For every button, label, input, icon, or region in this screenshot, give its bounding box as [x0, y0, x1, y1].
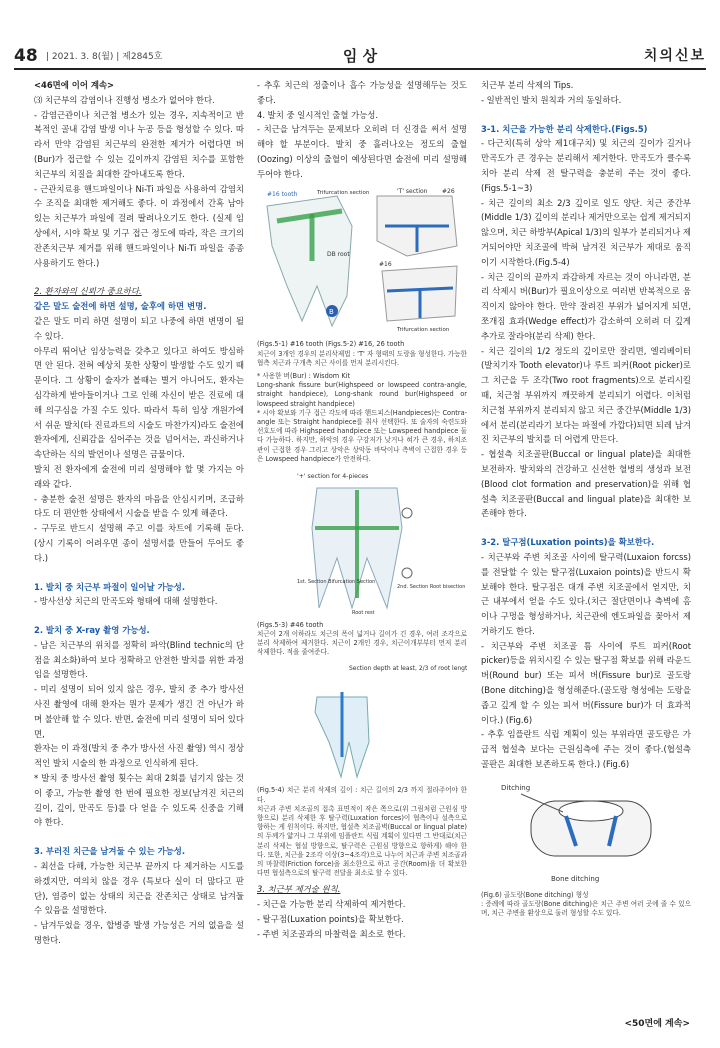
section-depth-illustration — [257, 662, 467, 782]
figure-caption: (Fig.5-4) 치근 분리 삭제의 깊이 : 치근 길이의 2/3 까지 절라주어야 한다. — [257, 786, 467, 804]
note: * 시야 확보와 기구 접근 각도에 따라 핸드피스(Handpieces)는 Contra-angle 또는 Straight handpiece를 취사 선택한다. 또 술자의 숙련도와 선호도에 따라 Highspeed handpiece 또는 Lowspeed handpiece 둘 다 가능하다. 하지만, 하악의 경우 구강저가 낮거나 혀가 큰 경우, 하치조관이 근접한 경우 그리고 상악은 상악동 바닥이나 측벽이 근접한 경우 등은 Lowspeed handpiece가 안전하다. — [257, 408, 467, 463]
fig-label: Section depth at least, 2/3 of root length — [349, 664, 467, 672]
tooth-section-illustration — [257, 186, 467, 336]
continued-from: <46면에 이어 계속> — [34, 80, 115, 90]
page-number: 48 — [14, 46, 38, 66]
subheading: 1. 발치 중 치근부 파절이 일어날 가능성. — [34, 581, 186, 592]
note: * 사용한 버(Bur) : Wisdom Kit — [257, 371, 351, 380]
figure-caption: (Figs.5-1) #16 tooth (Figs.5-2) #16, 26 tooth — [257, 340, 405, 349]
newspaper-brand: 치의신보 — [643, 48, 706, 64]
fig-label: Bone ditching — [551, 874, 600, 883]
paragraph: 같은 말도 미리 하면 설명이 되고 나중에 하면 변명이 될 수 있다. — [34, 315, 244, 341]
figure-5-3 — [257, 468, 467, 658]
paragraph: - 최선을 다해, 가능한 치근부 끝까지 다 제거하는 시도를 하겠지만, 여의치 않을 경우 (특보다 실이 더 많다고 판단), 염증이 없는 상태의 치근을 잔존치근 상태로 남겨둘 수 있음을 설명한다. — [34, 861, 244, 916]
fig-label: Root rest — [352, 610, 375, 617]
figure-note: 치근이 3개인 경우의 분리삭제법 : 'T' 자 형태의 도랑을 형성한다. 가능한 협측 치근과 구개측 치근 사이를 먼저 분리시킨다. — [257, 349, 467, 367]
figure-caption: (Figs.5-3) #46 tooth — [257, 620, 324, 629]
subheading: 4. 발치 중 일시적인 출혈 가능성. — [257, 109, 379, 120]
four-piece-section-illustration — [257, 468, 467, 616]
continued-to: <50면에 계속> — [624, 1019, 690, 1029]
paragraph: - 치근부와 주변 치조골 사이에 탈구력(Luxaion forcss)를 전달할 수 있는 탈구점(Luxaion points)을 반드시 확보해야 한다. 탈구점은 대개 주변 치조골에서 얻지만, 치근 내부에서 얻을 수도 있다.(치근 절단면이나 측벽에 홈이나 구멍을 형성하거나, 치근관에 엔도파일을 꽂아서 제거하기도 한다. — [481, 551, 691, 636]
fig-label: '+' section for 4-pieces — [297, 473, 369, 481]
subheading: 2. 발치 중 X-ray 촬영 가능성. — [34, 625, 150, 636]
subheading: 2. 환자와의 신뢰가 중요하다. — [34, 286, 142, 297]
section-title: 임 상 — [342, 47, 378, 65]
fig-label: B — [329, 307, 334, 316]
paragraph: - 치근 길이의 1/2 정도의 깊이로만 잘리면, 엘리베이터(발치기자 Tooth elevator)나 루트 피커(Root picker)로 그 치근을 두 조각(Two root fragments)으로 분리시킬 때, 치근첨 부위까지 깨끗하게 분리되기 어렵다. 이처럼 치근첨 부위까지 분리되지 않고 치근 중간부(Middle 1/3)에서 분리(분리라기 보다는 파절에 가깝다)되면 되레 남겨진 치근부의 발치를 더 어렵게 만든다. — [481, 345, 691, 445]
paragraph: * 발치 중 방사선 촬영 횟수는 최대 2회를 넘기지 않는 것이 좋고, 가능한 촬영 한 번에 필요한 정보(남겨진 치근의 길이, 깊이, 만곡도 등)를 다 얻을 수 있도록 신중을 기해야 한다. — [34, 773, 244, 828]
figure-5-4 — [257, 662, 467, 879]
figure-note: 치근과 주변 치조골의 접촉 표면적이 작은 쪽으로(위 그림처럼 근원심 방향으로) 분리 삭제한 후 탈구력(Luxation forces)이 협측이나 설측으로 향하는 게 원칙이다. 하지만, 협설측 치조골벽(Buccal or lingual plate)의 두께가 얇거나 그 부위에 임플란트 식립 계획이 있다면 그 반대로(치근 분리 삭제는 협설 방향으로, 탈구력은 근원심 방향으로 향하게) 해야 한다. 또한, 치근을 2조각 이상(3~4조각)으로 나누어 치근과 주변 치조골과의 마찰력(Friction force)을 최소한으로 하고 공간(Room)을 더 확보한다면 협설측으로의 탈구력 전달을 최소로 할 수 있다. — [257, 804, 467, 878]
masthead — [14, 46, 706, 70]
paragraph: - 추후 치근의 정출이나 흡수 가능성을 설명해두는 것도 좋다. — [257, 80, 467, 105]
paragraph: - 남겨두었을 경우, 합병증 발생 가능성은 거의 없음을 설명한다. — [34, 920, 244, 946]
fig-label: #16 — [379, 260, 392, 268]
paragraph: - 치근 길이의 최소 2/3 깊이로 일도 양단. 치근 중간부(Middle 1/3) 깊이의 분리나 제거만으로는 쉽게 제거되지 않으며, 치근 하방부(Apical 1/3)의 일부가 분리되거나 제거되어야만 치조골에 박혀 남겨진 치근부가 제대로 움직이기 시작한다.(Fig.5-4) — [481, 197, 691, 267]
fig-label: Trifurcation section — [397, 326, 450, 333]
subheading: 3-1. 치근을 가능한 분리 삭제한다.(Figs.5) — [481, 123, 648, 134]
list-item: - 치근을 가능한 분리 삭제하여 제거한다. — [257, 899, 406, 910]
paragraph: - 다근치(특히 상악 제1대구치) 및 치근의 길이가 길거나 만곡도가 큰 경우는 분리해서 제거한다. 만곡도가 클수록 치아 분리 삭제 전 탈구력을 충분히 주는 것이 좋다.(Figs.5-1~3) — [481, 138, 691, 193]
figure-5-1-5-2 — [257, 186, 467, 368]
paragraph: 환자는 이 과정(발치 중 추가 방사선 사진 촬영) 역시 정상적인 발치 시술의 한 과정으로 인식하게 된다. — [34, 743, 244, 769]
bone-ditching-illustration — [481, 776, 691, 886]
paragraph: - 협설측 치조골판(Buccal or lingual plate)을 최대한 보전하자. 발치와의 건강하고 신선한 혈병의 생성과 보전(Blood clot formation and preservation)을 위해 협설측 치조골판(Buccal and lingual plate)을 최대한 보존해야 한다. — [481, 449, 691, 519]
paragraph: - 추후 임플란트 식립 계획이 있는 부위라면 골도랑은 가급적 협설측 보다는 근원심측에 주는 것이 좋다.(협설측 골판은 최대한 보존하도록 한다.) (Fig.6) — [481, 729, 691, 770]
column-2 — [257, 78, 467, 942]
fig-label: Trifurcation section — [317, 189, 370, 196]
figure-note: 치근이 2개 이하라도 치근의 폭이 넓거나 길이가 긴 경우, 여러 조각으로 분리 삭제하여 제거한다. 치근이 2개인 경우, 치근이개부부터 먼저 분리 삭제한다. 적을 줄여준다. — [257, 630, 467, 657]
paragraph: - 일반적인 발치 원칙과 거의 동일하다. — [481, 94, 622, 105]
paragraph: - 남은 치근부의 위치를 정확히 파악(Blind technic의 단점을 최소화)하여 보다 정확하고 안전한 발치를 위한 과정임을 설명한다. — [34, 639, 244, 680]
note: Long-shank fissure bur(Highspeed or lowspeed contra-angle, straight handpiece), Long-shank round bur(Highspeed or lowspeed straight handpiece) — [257, 381, 467, 408]
subheading: 3. 부러진 치근을 남겨둘 수 있는 가능성. — [34, 846, 186, 857]
paragraph: - 방사선상 치근의 만곡도와 형태에 대해 설명한다. — [34, 596, 218, 607]
fig-label: DB root — [327, 250, 350, 258]
paragraph: - 근관치료용 핸드파일이나 Ni-Ti 파일을 사용하여 감염치수 조직을 최대한 제거해도 좋다. 이 과정에서 간혹 남아있는 치근부가 파일에 걸려 딸려나오기도 한다. (실제 임상에서, 시야 확보 및 기구 접근 정도에 따라, 작은 크기의 잔존치근부 제거를 위해 핸드파일이나 Ni-Ti 파일을 종종 사용하기도 한다.) — [34, 183, 244, 268]
paragraph: - 치근을 남겨두는 문제보다 오히려 더 신경을 써서 설명해야 할 부분이다. 발치 중 흘러나오는 정도의 출혈(Oozing) 이상의 출혈이 예상된다면 술전에 미리 설명해두어야 한다. — [257, 124, 467, 179]
subheading: 3. 치근부 제거술 원칙. — [257, 884, 341, 895]
column-3 — [481, 78, 691, 922]
fig-label: 'T' section — [397, 187, 428, 195]
fig-label: 1st. Section Bifurcation Section — [297, 579, 376, 586]
paragraph: - 미리 설명이 되어 있지 않은 경우, 발치 중 추가 방사선 사진 촬영에 대해 환자는 뭔가 문제가 생긴 건 아닌가 하며 불안해 할 수 있다. 반면, 술전에 미리 설명이 되어 있다면, — [34, 684, 244, 739]
paragraph: 아무리 뛰어난 임상능력을 갖추고 있다고 하여도 방심하면 안 된다. 전혀 예상치 못한 상황이 발생할 수도 있기 때문이다. 그 상황이 술자가 볼때는 별거 아니어도, 환자는 심각하게 받아들이거나 그로 인해 자신이 받은 진료에 대해 의구심을 가질 수도 있다. 따라서 특히 임상 개원가에서 쉬운 발치(타 진료과트의 시술도 마찬가지)라도 술전에 환자에게, 신뢰감을 심어주는 것을 넘어서는, 과신하거나 속단하는 식의 발언이나 설명은 금물이다. — [34, 345, 244, 460]
paragraph: ⑶ 치근부의 감염이나 진행성 병소가 없어야 한다. — [34, 94, 215, 105]
paragraph: - 구두로 반드시 설명해 주고 이를 차트에 기록해 둔다. (상시 기록이 어려우면 종이 설명서를 만들어 두어도 좋다.) — [34, 523, 244, 563]
paragraph: 발치 전 환자에게 술전에 미리 설명해야 할 몇 가지는 아래와 같다. — [34, 463, 244, 489]
paragraph: - 치근부와 주변 치조골 틈 사이에 루트 피커(Root picker)등을 위치시킬 수 있는 탈구점 확보를 위해 라운드 버(Round bur) 또는 피셔 버(Fissure bur)로 골도랑(Bone ditching)을 형성해준다.(골도랑 형성에는 도랑을 좁고 깊게 할 수 있는 피셔 버(Fissure bur)가 더 효과적이다.) (Fig.6) — [481, 640, 691, 725]
issue-date: | 2021. 3. 8(월) | 제2845호 — [46, 52, 163, 62]
subheading-tagline: 같은 말도 술전에 하면 설명, 술후에 하면 변명. — [34, 301, 207, 312]
fig-label: 2nd. Section Root bisection — [397, 584, 466, 591]
figure-6 — [481, 776, 691, 918]
figure-caption: (Fig.6) 골도랑(Bone ditching) 형성 — [481, 890, 589, 899]
list-item: - 주변 치조골과의 마찰력을 최소로 한다. — [257, 928, 406, 939]
paragraph: - 감염근관이나 치근첨 병소가 있는 경우, 지속적이고 반복적인 골내 감염 발생 이나 누공 등을 형성할 수 있다. 따라서 만약 감염된 치근부의 완전한 제거가 어렵다면 버(Bur)가 접근할 수 있는 깊이까지 감염된 치수를 포함한 치근부의 치질을 최대한 갈아내도록 한다. — [34, 109, 244, 179]
paragraph: - 치근 길이의 끝까지 과감하게 자르는 것이 아니라면, 분리 삭제시 버(Bur)가 필요이상으로 여러번 반복적으로 움직이지 않아야 한다. 만약 잘려진 부위가 넓어지게 되면, 쪼개짐 효과(Wedge effect)가 감소하여 오히려 더 깊게 추가로 잘라야(분리 삭제) 한다. — [481, 271, 691, 341]
column-1 — [34, 78, 244, 948]
fig-label: #16 tooth — [267, 190, 298, 198]
paragraph: - 충분한 술전 설명은 환자의 마음을 안심시키며, 조급하다도 더 편안한 상태에서 시술을 받을 수 있게 해준다. — [34, 493, 244, 519]
figure-note: : 증례에 따라 골도랑(Bone ditching)은 치근 주변 여러 곳에 줄 수 있으며, 치근 주변을 환상으로 둘러 형성할 수도 있다. — [481, 899, 691, 918]
list-item: - 탈구점(Luxation points)을 확보한다. — [257, 914, 404, 925]
fig-label: #26 — [442, 187, 455, 195]
fig-label: Ditching — [501, 783, 531, 792]
paragraph: 치근부 분리 삭제의 Tips. — [481, 80, 574, 90]
subheading: 3-2. 탈구점(Luxation points)을 확보한다. — [481, 537, 655, 548]
